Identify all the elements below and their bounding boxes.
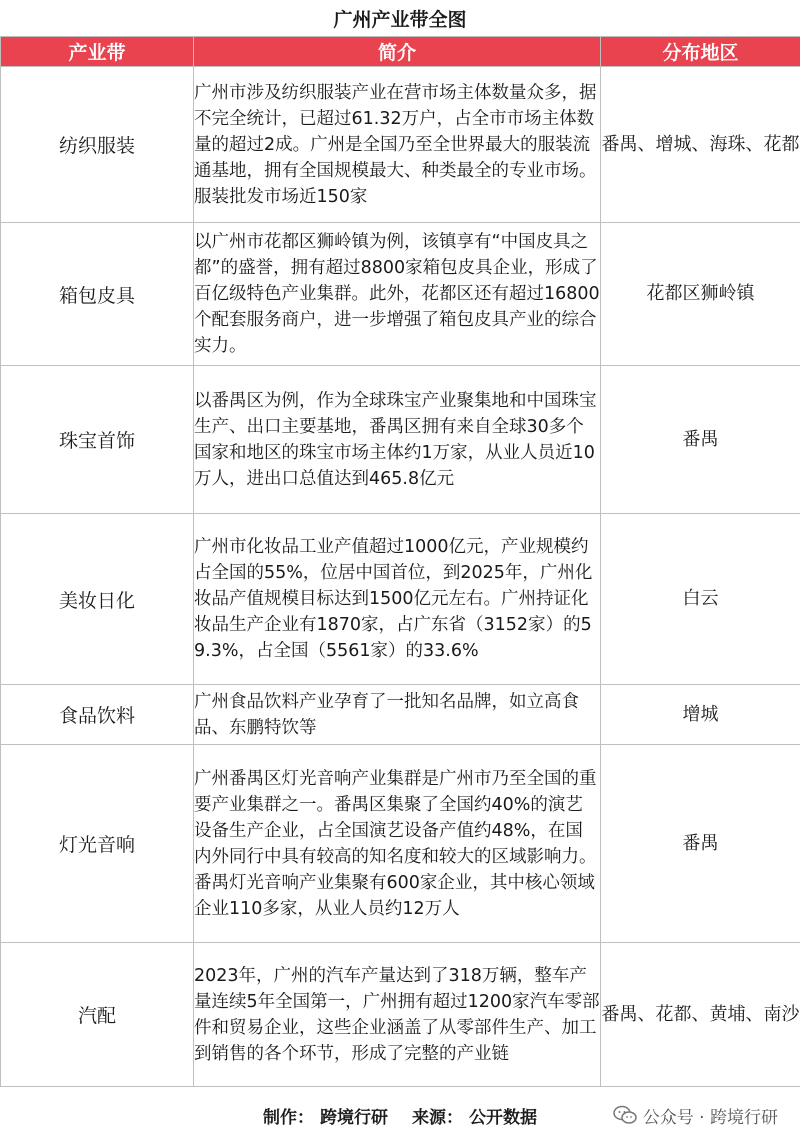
- industry-region: 增城: [601, 685, 800, 745]
- industry-intro: 广州番禺区灯光音响产业集群是广州市乃至全国的重要产业集群之一。番禺区集聚了全国约40%的演艺设备生产企业，占全国演艺设备产值约48%，在国内外同行中具有较高的知名度和较大的区域影响力。番禺灯光音响产业集聚有600家企业，其中核心领域企业110多家，从业人员约12万人: [194, 745, 601, 943]
- industry-intro: 广州市化妆品工业产值超过1000亿元，产业规模约占全国的55%，位居中国首位，到2025年，广州化妆品产值规模目标达到1500亿元左右。广州持证化妆品生产企业有1870家，占广东省（3152家）的59.3%，占全国（5561家）的33.6%: [194, 514, 601, 685]
- table-row: [1, 745, 800, 943]
- industry-region: 番禺: [601, 366, 800, 514]
- industry-region: 白云: [601, 514, 800, 685]
- industry-name: 纺织服装: [1, 67, 194, 223]
- header-region: 分布地区: [601, 37, 800, 67]
- table-row: [1, 943, 800, 1087]
- industry-region: 番禺、增城、海珠、花都: [601, 67, 800, 223]
- industry-name: 汽配: [1, 943, 194, 1087]
- industry-intro: 以番禺区为例，作为全球珠宝产业聚集地和中国珠宝生产、出口主要基地，番禺区拥有来自全球30多个国家和地区的珠宝市场主体约1万家，从业人员近10万人，进出口总值达到465.8亿元: [194, 366, 601, 514]
- industry-table: [0, 36, 800, 1087]
- industry-region: 番禺、花都、黄埔、南沙: [601, 943, 800, 1087]
- table-header-row: [1, 37, 800, 67]
- industry-name: 食品饮料: [1, 685, 194, 745]
- watermark-text: 公众号 · 跨境行研: [642, 1107, 778, 1128]
- table-row: [1, 223, 800, 366]
- table-row: [1, 514, 800, 685]
- watermark: [613, 1094, 778, 1136]
- industry-intro: 广州市涉及纺织服装产业在营市场主体数量众多，据不完全统计，已超过61.32万户，占全市市场主体数量的超过2成。广州是全国乃至全世界最大的服装流通基地，拥有全国规模最大、种类最全的专业市场。服装批发市场近150家: [194, 67, 601, 223]
- page-title: 广州产业带全图: [333, 8, 467, 31]
- header-intro: 简介: [194, 37, 601, 67]
- industry-name: 箱包皮具: [1, 223, 194, 366]
- industry-name: 灯光音响: [1, 745, 194, 943]
- footer: [0, 1094, 800, 1136]
- source-label: 来源：: [412, 1107, 463, 1128]
- industry-region: 番禺: [601, 745, 800, 943]
- maker-label: 制作：: [263, 1107, 314, 1128]
- maker-name: 跨境行研: [320, 1107, 388, 1128]
- table-row: [1, 685, 800, 745]
- table-row: [1, 67, 800, 223]
- industry-name: 美妆日化: [1, 514, 194, 685]
- industry-intro: 广州食品饮料产业孕育了一批知名品牌，如立高食品、东鹏特饮等: [194, 685, 601, 745]
- industry-intro: 以广州市花都区狮岭镇为例，该镇享有“中国皮具之都”的盛誉，拥有超过8800家箱包皮具企业，形成了百亿级特色产业集群。此外，花都区还有超过16800个配套服务商户，进一步增强了箱包皮具产业的综合实力。: [194, 223, 601, 366]
- wechat-icon: [613, 1105, 637, 1125]
- industry-intro: 2023年，广州的汽车产量达到了318万辆，整车产量连续5年全国第一，广州拥有超过1200家汽车零部件和贸易企业，这些企业涵盖了从零部件生产、加工到销售的各个环节，形成了完整的产业链: [194, 943, 601, 1087]
- table-row: [1, 366, 800, 514]
- source-name: 公开数据: [469, 1107, 537, 1128]
- industry-name: 珠宝首饰: [1, 366, 194, 514]
- industry-region: 花都区狮岭镇: [601, 223, 800, 366]
- header-industry: 产业带: [1, 37, 194, 67]
